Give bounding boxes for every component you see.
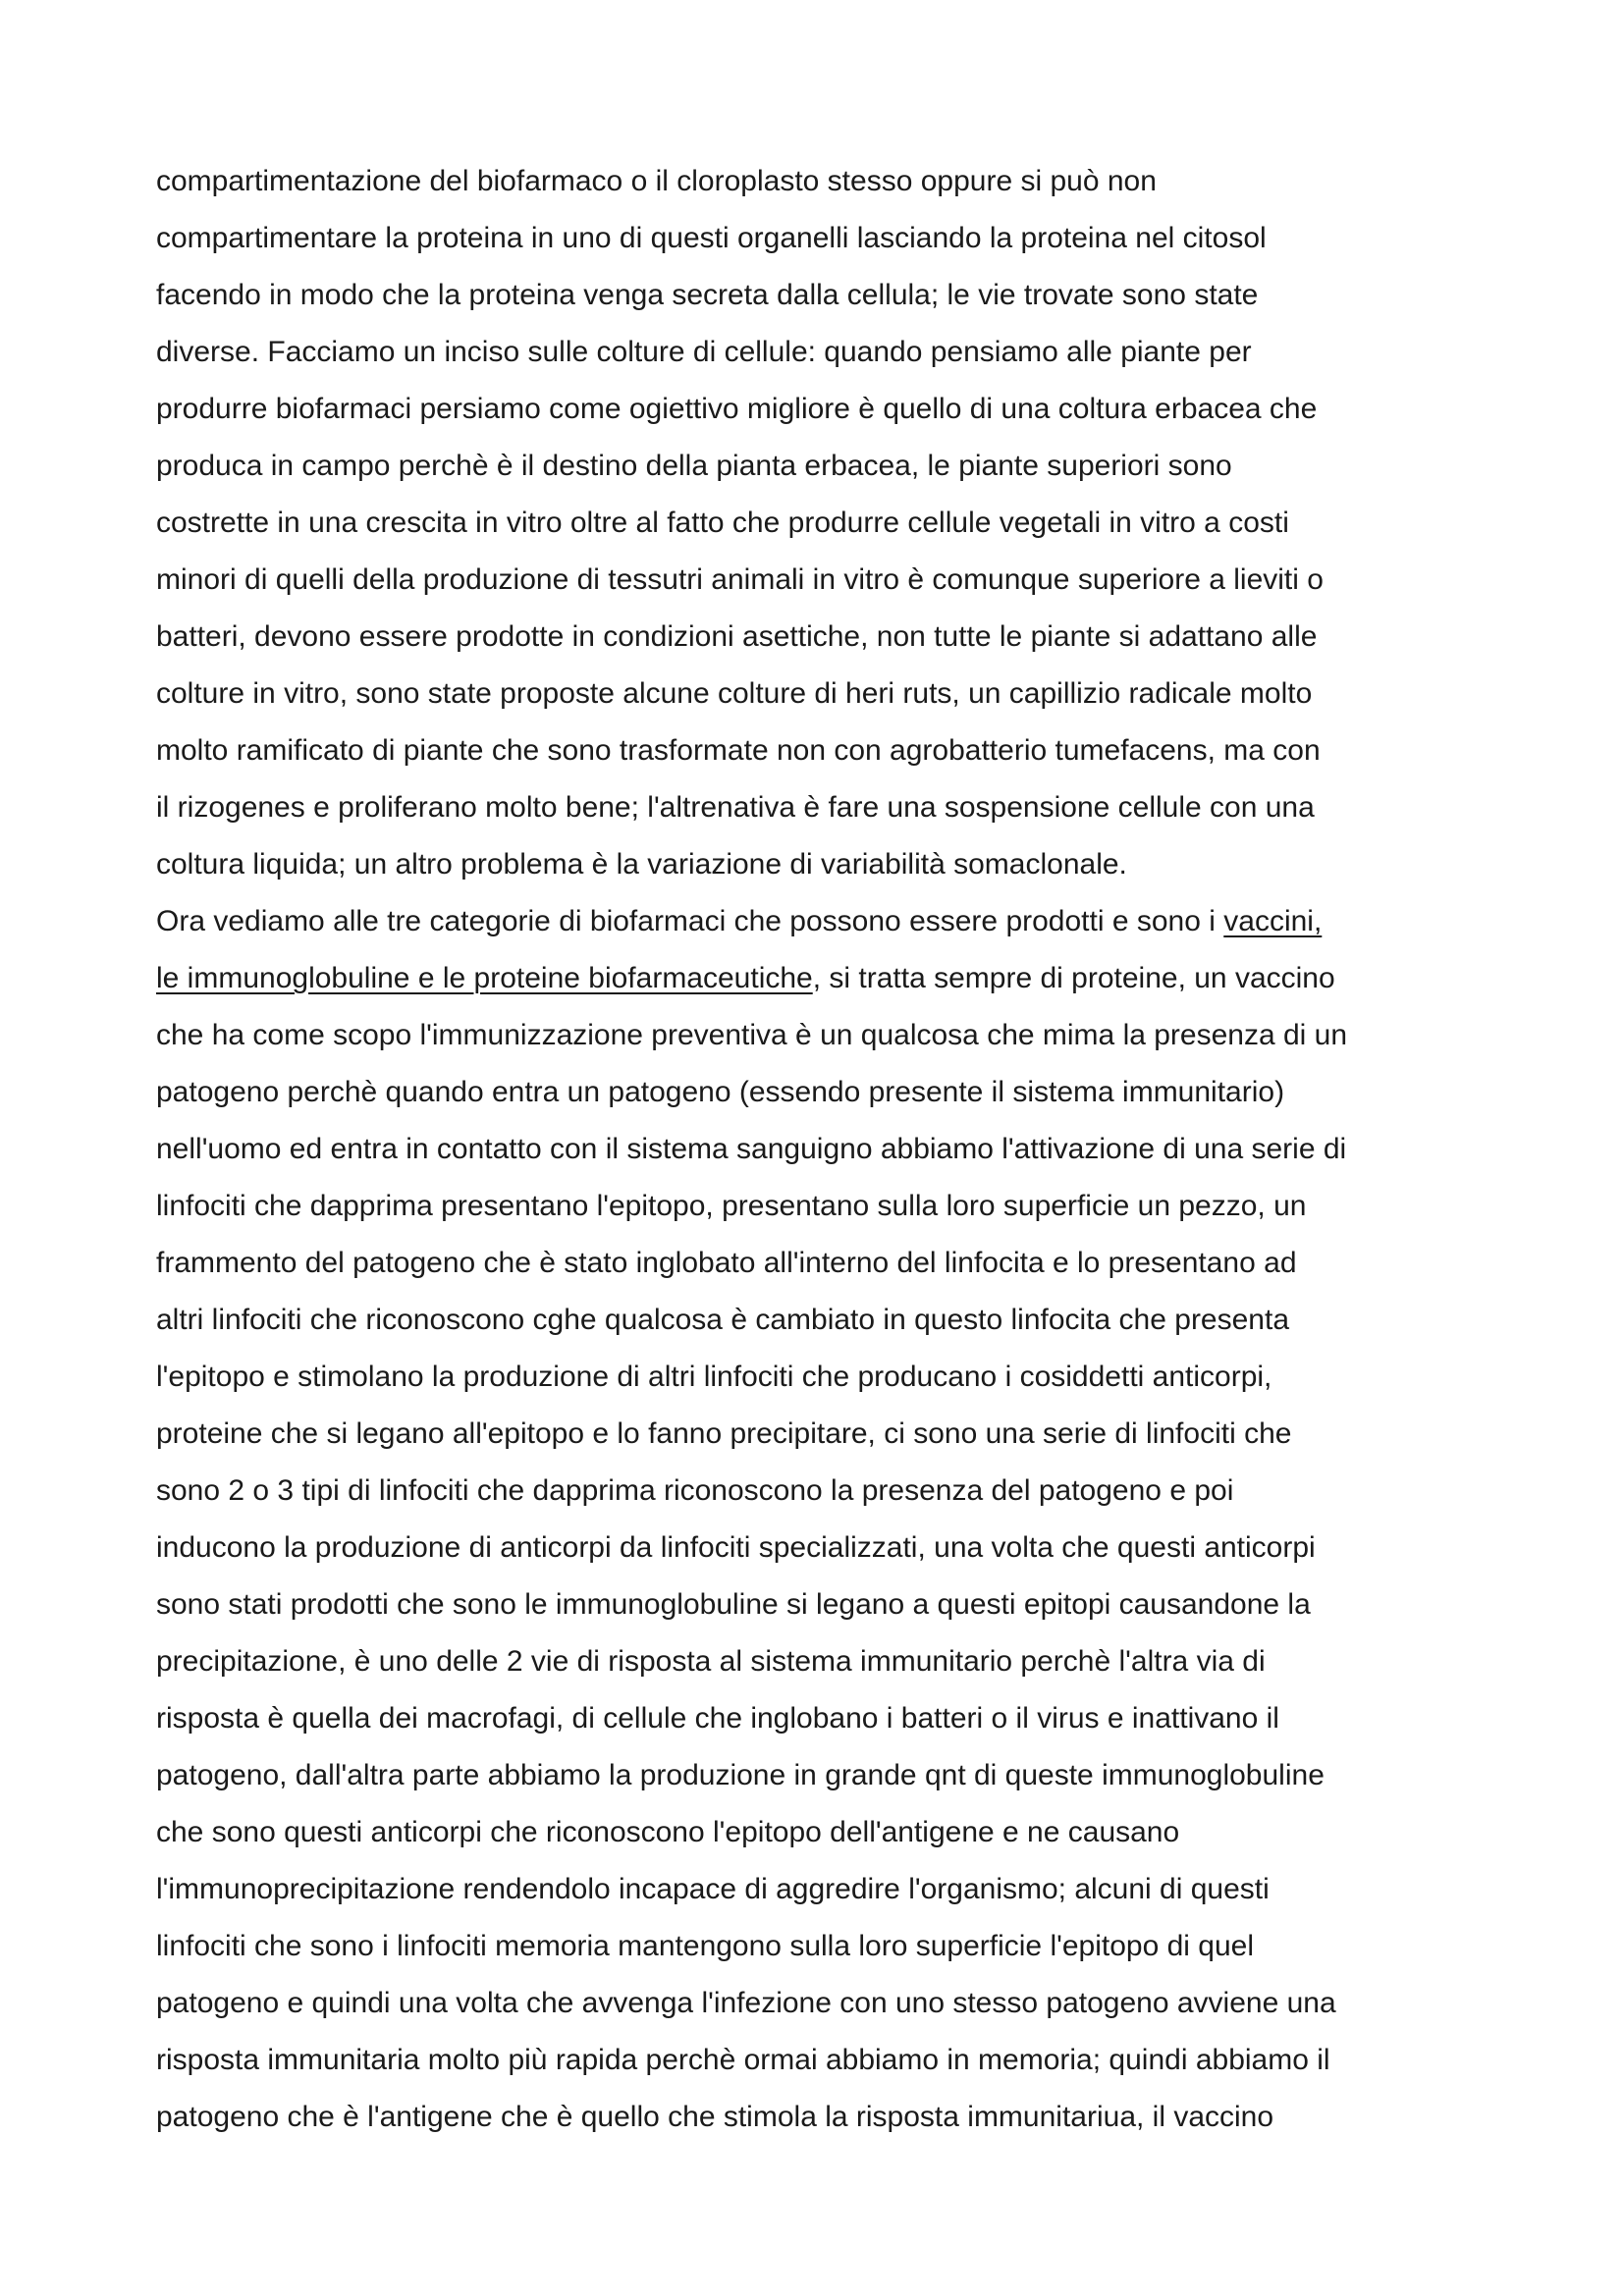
text-line: costrette in una crescita in vitro oltre al fatto che produrre cellule vegetali in vitro a costi	[156, 507, 1289, 539]
text-line: compartimentazione del biofarmaco o il cloroplasto stesso oppure si può non	[156, 165, 1157, 197]
text-line: batteri, devono essere prodotte in condizioni asettiche, non tutte le piante si adattano alle	[156, 620, 1318, 653]
text-line: l'immunoprecipitazione rendendolo incapace di aggredire l'organismo; alcuni di questi	[156, 1873, 1270, 1905]
underlined-text: le immunoglobuline e le proteine biofarmaceutiche	[156, 962, 813, 994]
text-line: l'epitopo e stimolano la produzione di altri linfociti che producano i cosiddetti anticorpi,	[156, 1361, 1272, 1393]
text-line: frammento del patogeno che è stato inglobato all'interno del linfocita e lo presentano ad	[156, 1247, 1297, 1279]
text-line: produrre biofarmaci persiamo come ogiettivo migliore è quello di una coltura erbacea che	[156, 393, 1318, 425]
text-line: patogeno perchè quando entra un patogeno (essendo presente il sistema immunitario)	[156, 1076, 1285, 1108]
text-segment: , si tratta sempre di proteine, un vaccino	[812, 962, 1335, 994]
text-line: risposta è quella dei macrofagi, di cellule che inglobano i batteri o il virus e inattivano il	[156, 1702, 1279, 1735]
text-line: colture in vitro, sono state proposte alcune colture di heri ruts, un capillizio radicale molto	[156, 677, 1313, 710]
text-line: minori di quelli della produzione di tessutri animali in vitro è comunque superiore a lieviti o	[156, 563, 1324, 596]
text-line: il rizogenes e proliferano molto bene; l'altrenativa è fare una sospensione cellule con una	[156, 791, 1315, 824]
underlined-text: vaccini,	[1223, 905, 1323, 937]
text-line: precipitazione, è uno delle 2 vie di risposta al sistema immunitario perchè l'altra via di	[156, 1645, 1266, 1678]
text-line: produca in campo perchè è il destino della pianta erbacea, le piante superiori sono	[156, 450, 1232, 482]
text-line: sono 2 o 3 tipi di linfociti che dapprima riconoscono la presenza del patogeno e poi	[156, 1474, 1234, 1507]
text-line: che ha come scopo l'immunizzazione preventiva è un qualcosa che mima la presenza di un	[156, 1019, 1348, 1051]
body-text	[156, 153, 1511, 2146]
text-line: molto ramificato di piante che sono trasformate non con agrobatterio tumefacens, ma con	[156, 734, 1321, 767]
text-line: risposta immunitaria molto più rapida perchè ormai abbiamo in memoria; quindi abbiamo il	[156, 2044, 1330, 2076]
text-line: che sono questi anticorpi che riconoscono l'epitopo dell'antigene e ne causano	[156, 1816, 1180, 1848]
text-line: diverse. Facciamo un inciso sulle colture di cellule: quando pensiamo alle piante per	[156, 336, 1252, 368]
text-line: altri linfociti che riconoscono cghe qualcosa è cambiato in questo linfocita che presenta	[156, 1304, 1290, 1336]
text-segment: Ora vediamo alle tre categorie di biofarmaci che possono essere prodotti e sono i	[156, 905, 1224, 937]
text-line: patogeno che è l'antigene che è quello che stimola la risposta immunitariua, il vaccino	[156, 2101, 1274, 2133]
text-line: facendo in modo che la proteina venga secreta dalla cellula; le vie trovate sono state	[156, 279, 1259, 311]
text-line: patogeno e quindi una volta che avvenga l'infezione con uno stesso patogeno avviene una	[156, 1987, 1336, 2019]
text-line: coltura liquida; un altro problema è la variazione di variabilità somaclonale.	[156, 848, 1127, 881]
text-line: linfociti che sono i linfociti memoria mantengono sulla loro superficie l'epitopo di quel	[156, 1930, 1254, 1962]
text-line: inducono la produzione di anticorpi da linfociti specializzati, una volta che questi anticorpi	[156, 1531, 1316, 1564]
text-line	[156, 950, 1511, 1007]
text-line: linfociti che dapprima presentano l'epitopo, presentano sulla loro superficie un pezzo, un	[156, 1190, 1307, 1222]
text-line: nell'uomo ed entra in contatto con il sistema sanguigno abbiamo l'attivazione di una serie di	[156, 1133, 1347, 1165]
text-line	[156, 893, 1511, 950]
text-line: proteine che si legano all'epitopo e lo fanno precipitare, ci sono una serie di linfociti che	[156, 1417, 1292, 1450]
text-line: sono stati prodotti che sono le immunoglobuline si legano a questi epitopi causandone la	[156, 1588, 1311, 1621]
text-line: patogeno, dall'altra parte abbiamo la produzione in grande qnt di queste immunoglobuline	[156, 1759, 1325, 1791]
text-line: compartimentare la proteina in uno di questi organelli lasciando la proteina nel citosol	[156, 222, 1267, 254]
